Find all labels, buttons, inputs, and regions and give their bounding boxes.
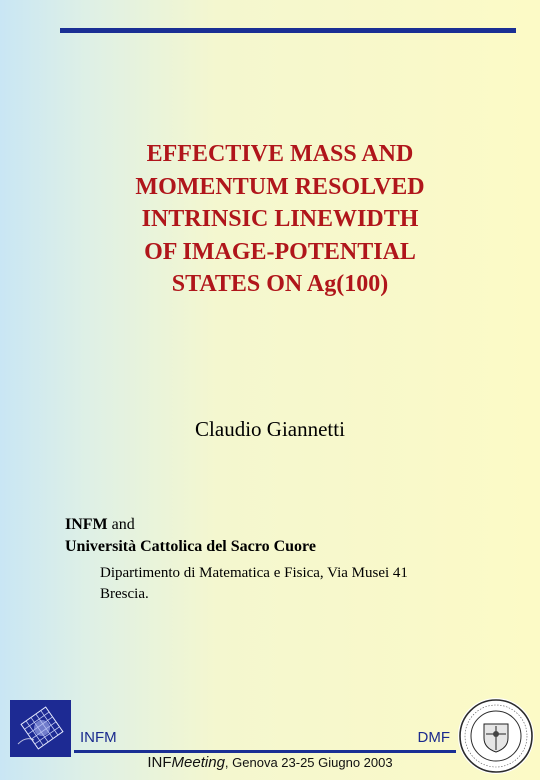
footer-bar — [74, 727, 456, 749]
title-line: STATES ON Ag(100) — [171, 271, 389, 297]
title-line: EFFECTIVE MASS AND — [146, 141, 414, 167]
infm-logo — [10, 700, 71, 757]
department-line: Dipartimento di Matematica e Fisica, Via Musei 41 — [100, 565, 408, 581]
title-line: OF IMAGE-POTENTIAL — [144, 238, 416, 265]
affiliation — [65, 514, 316, 558]
top-rule — [60, 28, 516, 33]
footer-left-label: INFM — [80, 729, 117, 746]
meeting-details: , Genova 23-25 Giugno 2003 — [224, 755, 393, 770]
footer-rule — [74, 750, 456, 753]
universita-cattolica-seal — [456, 696, 536, 776]
title-line: MOMENTUM RESOLVED — [135, 173, 425, 200]
affiliation-university: Università Cattolica del Sacro Cuore — [65, 538, 316, 555]
meeting-word: Meeting — [171, 754, 225, 771]
city-line: Brescia. — [100, 586, 149, 602]
meeting-prefix: INF — [147, 754, 172, 771]
title-line: INTRINSIC LINEWIDTH — [141, 206, 419, 232]
department-address — [100, 563, 408, 605]
author-name: Claudio Giannetti — [195, 417, 345, 441]
footer-right-label: DMF — [417, 729, 450, 746]
slide-title — [40, 138, 520, 301]
affiliation-org: INFM — [65, 516, 108, 533]
affiliation-conj: and — [107, 516, 135, 533]
